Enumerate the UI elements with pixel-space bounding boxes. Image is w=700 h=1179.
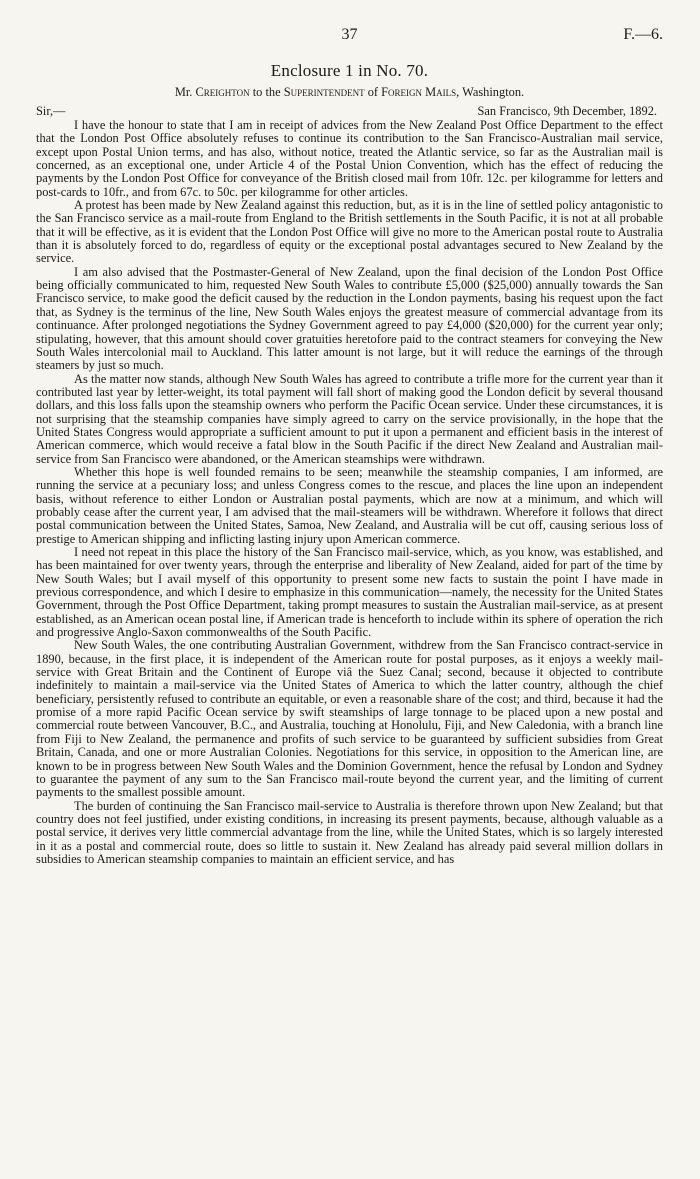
paragraph: I need not repeat in this place the history of the San Francisco mail-service, which, as you know, was established, and has been maintained for over twenty years, through the enterprise and liberality of New Zealand, aided for part of the time by New South Wales; but I avail myself of this opportunity to present some new facts to sustain the point I have made in previous correspondence, and which I desire to emphasize in this communication—namely, the necessity for the United States Government, through the Post Office Department, taking prompt measures to sustain the Australian mail-service, as at present established, as an American ocean postal line, if American trade is henceforth to include within its sphere of operation the rich and progressive Anglo-Saxon commonwealths of the South Pacific.: [36, 545, 663, 640]
paragraph: The burden of continuing the San Francisco mail-service to Australia is therefore thrown upon New Zealand; but that country does not feel justified, under existing conditions, in increasing its present payments, because, although valuable as a postal service, it derives very little commercial advantage from the line, while the United States, which is so largely interested in it as a postal and commercial route, does so little to sustain it. New Zealand has already paid several million dollars in subsidies to American steamship companies to maintain an efficient service, and has: [36, 798, 663, 866]
of-word: of: [367, 85, 379, 99]
paragraph: New South Wales, the one contributing Australian Government, withdrew from the San Francisco contract-service in 1890, because, in the first place, it is independent of the American route for postal purposes, as it enjoys a weekly mail-service with Great Britain and the Continent of Europe viâ the Suez Canal; second, because it objected to contribute indefinitely to maintain a mail-service via the United States of America to which the latter country, although the chief beneficiary, persistently refused to contribute an equitable, or even a reasonable share of the cost; and third, because it had the promise of a more rapid Pacific Ocean service by swift steamships of large tonnage to be placed upon a new postal and commercial route between Vancouver, B.C., and Australia, touching at Honolulu, Fiji, and New Caledonia, with a branch line from Fiji to New Zealand, the permanence and profits of such service to be guaranteed by sufficient subsidies from Great Britain, Canada, and one or more Australian Colonies. Negotiations for this service, in opposition to the American line, are known to be in progress between New South Wales and the Dominion Government, hence the refusal by London and Sydney to guarantee the payment of any sum to the San Francisco mail-route beyond the current year, and the limiting of current payments to the smallest possible amount.: [36, 638, 663, 800]
to-word: to the: [252, 85, 281, 99]
sender-name: Creighton: [195, 85, 250, 99]
enclosure-heading: Enclosure 1 in No. 70.: [270, 61, 429, 80]
page-number: 37: [341, 26, 358, 43]
paragraph: I am also advised that the Postmaster-General of New Zealand, upon the final decision of the London Post Office being officially communicated to him, requested New South Wales to contribute £5,000 ($25,000) annually towards the San Francisco service, to make good the deficit caused by the reduction in the London payments, basing his request upon the fact that, as Sydney is the terminus of the line, New South Wales enjoys the greatest measure of commercial advantage from its continuance. After prolonged negotiations the Sydney Government agreed to pay £4,000 ($20,000) for the current year only; stipulating, however, that this amount should cover gratuities heretofore paid to the contract steamers for conveying the New South Wales intercolonial mail to Auckland. This latter amount is not large, but it will reduce the earnings of the through steamers by just so much.: [36, 264, 663, 373]
paragraph: As the matter now stands, although New South Wales has agreed to contribute a trifle more for the current year than it contributed last year by letter-weight, its total payment will fall short of making good the London deficit by several thousand dollars, and this loss falls upon the steamship owners who perform the Pacific Ocean service. Under these circumstances, it is not surprising that the steamship companies have simply agreed to carry on the service provisionally, in the hope that the United States Congress would appropriate a sufficient amount to put it upon a permanent and efficient basis in the interest of American commerce, which would receive a fatal blow in the South Pacific if the direct New Zealand and Australian mail-service from San Francisco were abandoned, or the American steamships were withdrawn.: [36, 371, 663, 466]
salutation-row: [36, 102, 663, 118]
sender-title: Mr.: [174, 85, 193, 99]
recipient-location: , Washington.: [456, 85, 525, 99]
running-head: [36, 22, 663, 48]
letter-subheading: [36, 85, 663, 100]
paragraph: Whether this hope is well founded remains to be seen; meanwhile the steamship companies, I am informed, are running the service at a pecuniary loss; and unless Congress comes to the rescue, and places the line upon an independent basis, without reference to either London or Australian postal payments, which are now at a minimum, and which will probably cease after the current year, I am advised that the mail-steamers will be withdrawn. Wherefore it follows that direct postal communication between the United States, Samoa, New Zealand, and Australia will be cut off, causing serious loss of prestige to American shipping and inflicting lasting injury upon American commerce.: [36, 464, 663, 546]
recipient-department: Foreign Mails: [381, 85, 457, 99]
letter-body: [36, 119, 663, 866]
paragraph: I have the honour to state that I am in receipt of advices from the New Zealand Post Office Department to the effect that the London Post Office absolutely refuses to continue its contribution to the San Francisco-Australian mail service, except upon Postal Union terms, and has also, without notice, treated the Atlantic service, so far as the Australian mail is concerned, as an exceptional one, under Article 4 of the Postal Union Convention, which has the effect of reducing the payments by the London Post Office for conveyance of the British closed mail from 10fr. 12c. per kilogramme for letters and post-cards to 10fr., and from 67c. to 50c. per kilogramme for other articles.: [36, 118, 663, 199]
dateline: San Francisco, 9th December, 1892.: [477, 104, 657, 118]
salutation: Sir,—: [36, 104, 66, 118]
recipient-title: Superintendent: [283, 85, 365, 99]
paragraph: A protest has been made by New Zealand against this reduction, but, as it is in the line of settled policy antagonistic to the San Francisco service as a mail-route from England to the British settlements in the South Pacific, it is not at all probable that it will be effective, as it is evident that the London Post Office will give no more to the American postal route to Australia than it is absolutely forced to do, regardless of equity or the exceptional postal advantages secured to New Zealand by the service.: [36, 198, 663, 266]
document-reference: F.—6.: [623, 26, 663, 43]
